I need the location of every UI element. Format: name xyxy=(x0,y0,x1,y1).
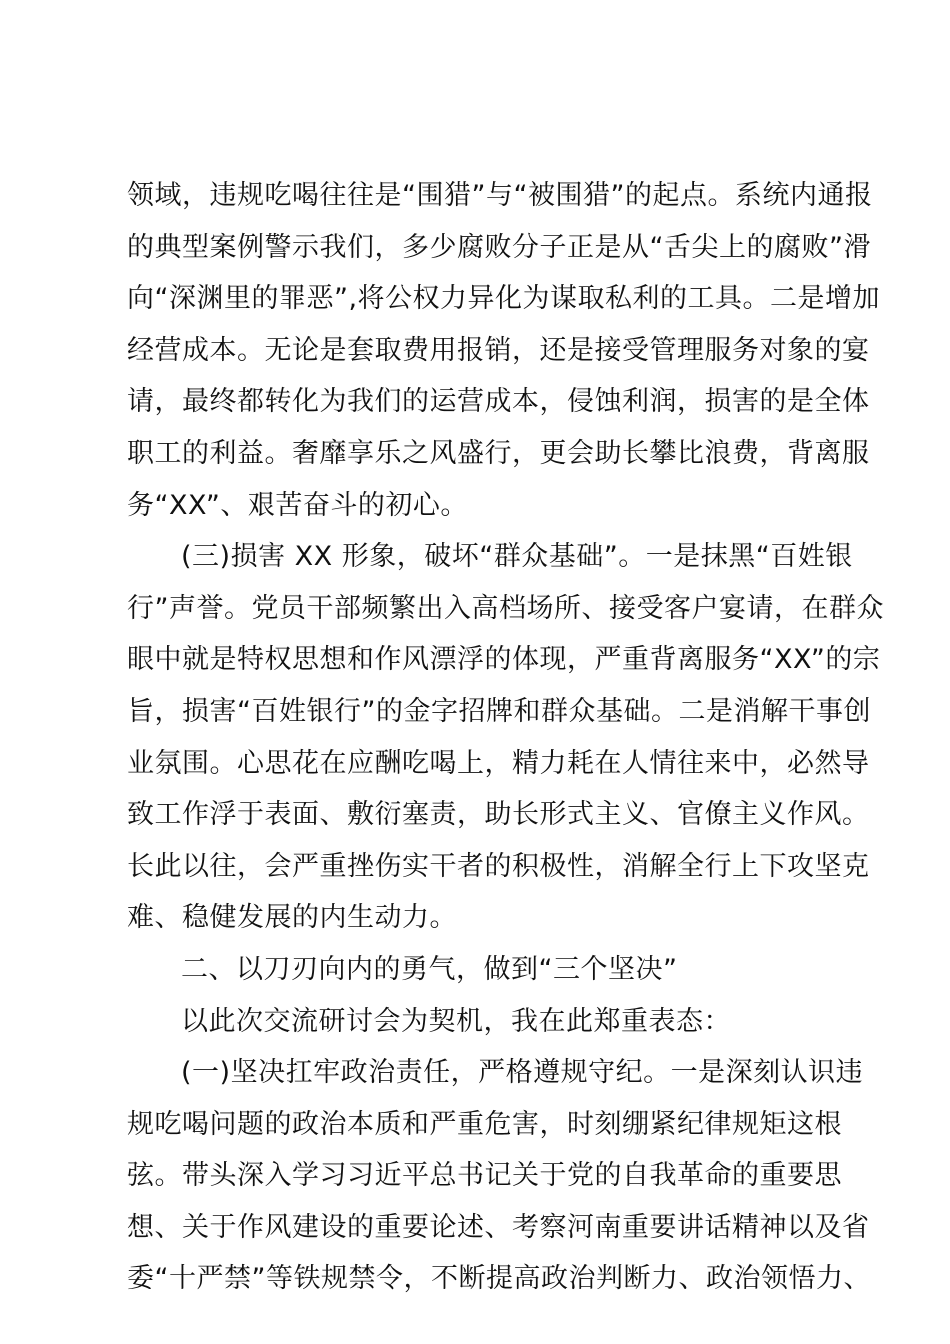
text-line: 想、关于作风建设的重要论述、考察河南重要讲话精神以及省 xyxy=(127,1211,870,1243)
heading-text: 二、以刀刃向内的勇气，做到“三个坚决” xyxy=(181,953,678,985)
text-line: 眼中就是特权思想和作风漂浮的体现，严重背离服务“XX”的宗 xyxy=(127,644,881,676)
text-line: 务“XX”、艰苦奋斗的初心。 xyxy=(127,489,468,521)
text-line: (三)损害 XX 形象，破坏“群众基础”。一是抹黑“百姓银 xyxy=(181,541,853,573)
text-line: 长此以往，会严重挫伤实干者的积极性，消解全行上下攻坚克 xyxy=(127,850,870,882)
text-line: 致工作浮于表面、敷衍塞责，助长形式主义、官僚主义作风。 xyxy=(127,799,870,831)
text-line: 业氛围。心思花在应酬吃喝上，精力耗在人情往来中，必然导 xyxy=(127,747,870,779)
text-line: 经营成本。无论是套取费用报销，还是接受管理服务对象的宴 xyxy=(127,334,870,366)
paragraph-section-one xyxy=(127,1047,871,1305)
text-line: (一)坚决扛牢政治责任，严格遵规守纪。一是深刻认识违 xyxy=(181,1057,864,1089)
text-line: 旨，损害“百姓银行”的金字招牌和群众基础。二是消解干事创 xyxy=(127,695,871,727)
text-line: 行”声誉。党员干部频繁出入高档场所、接受客户宴请，在群众 xyxy=(127,592,884,624)
text-line: 难、稳健发展的内生动力。 xyxy=(127,902,457,934)
text-line: 向“深渊里的罪恶”,将公权力异化为谋取私利的工具。二是增加 xyxy=(127,283,881,315)
section-heading xyxy=(127,944,827,996)
paragraph-continuation xyxy=(127,170,881,531)
text-line: 领域，违规吃喝往往是“围猎”与“被围猎”的起点。系统内通报 xyxy=(127,180,873,211)
text-line: 的典型案例警示我们，多少腐败分子正是从“舌尖上的腐败”滑 xyxy=(127,231,871,263)
document-body xyxy=(127,170,884,1305)
text-line: 以此次交流研讨会为契机，我在此郑重表态： xyxy=(181,1005,731,1037)
text-line: 委“十严禁”等铁规禁令，不断提高政治判断力、政治领悟力、 xyxy=(127,1263,871,1295)
text-line: 职工的利益。奢靡享乐之风盛行，更会助长攀比浪费，背离服 xyxy=(127,437,870,469)
text-line: 弦。带头深入学习习近平总书记关于党的自我革命的重要思 xyxy=(127,1160,842,1192)
text-line: 规吃喝问题的政治本质和严重危害，时刻绷紧纪律规矩这根 xyxy=(127,1108,842,1140)
paragraph-statement xyxy=(127,996,827,1048)
paragraph-section-three xyxy=(127,531,884,944)
text-line: 请，最终都转化为我们的运营成本，侵蚀利润，损害的是全体 xyxy=(127,386,870,418)
